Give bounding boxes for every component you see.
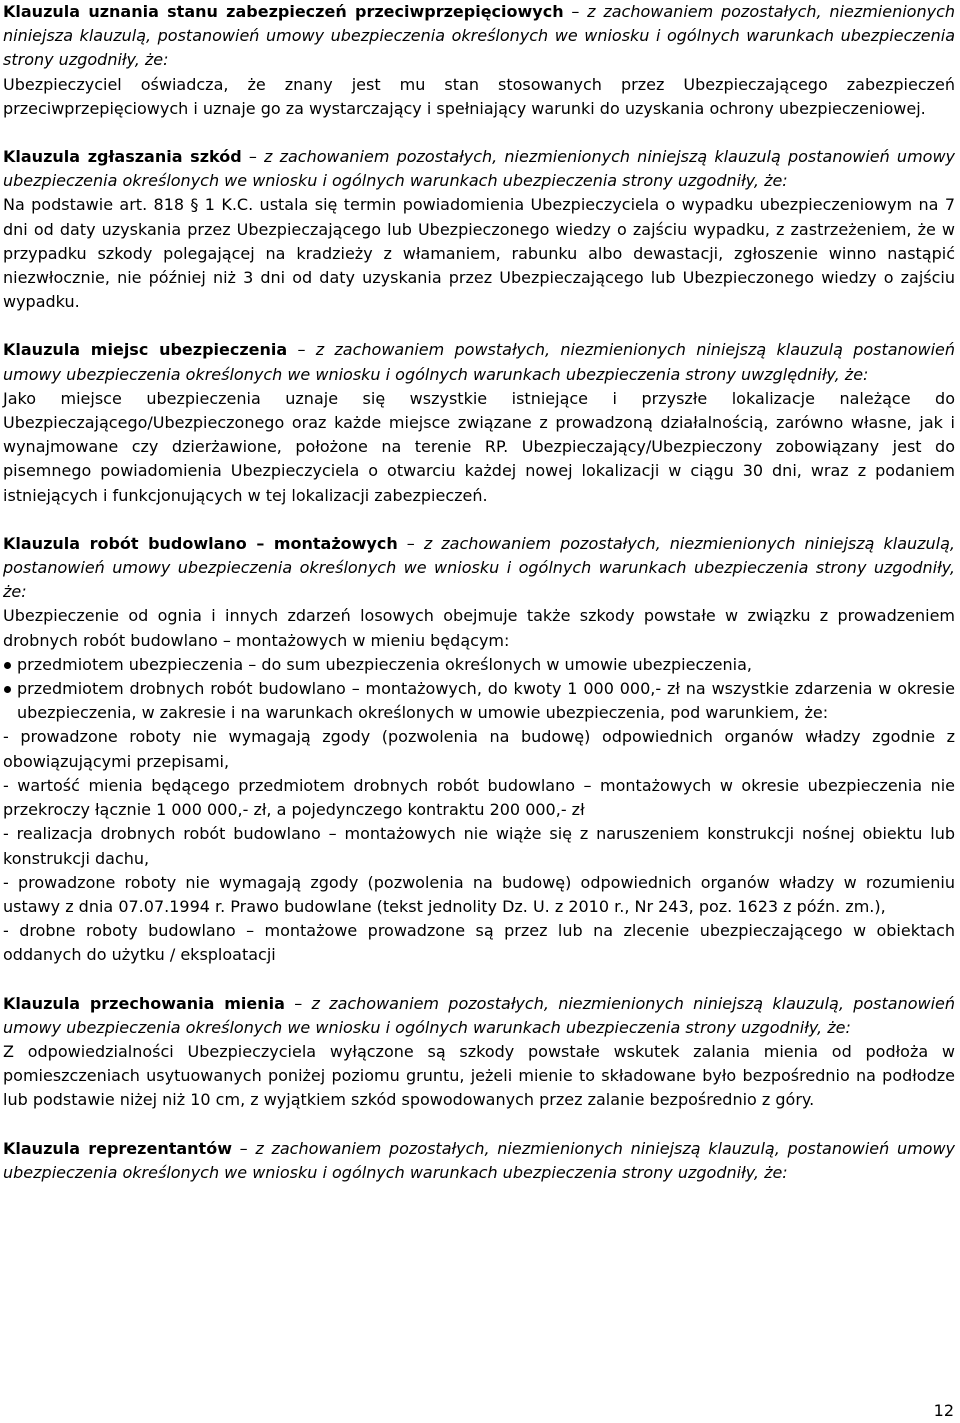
clause-title: Klauzula przechowania mienia xyxy=(3,993,285,1013)
clause-intro: z zachowaniem pozostałych, niezmienionych niniejszą klauzulą, postanowień umowy ubezpieczenia określonych we wniosku i ogólnych warunkach ubezpieczenia strony uzgodniły, że: xyxy=(3,533,956,602)
clause-body: Jako miejsce ubezpieczenia uznaje się wszystkie istniejące i przyszłe lokalizacje należące do Ubezpieczającego/Ubezpieczonego oraz każde miejsce związane z prowadzoną działalnością, zarówno własne, jak i wynajmowane czy dzierżawione, położone na terenie RP. Ubezpieczający/Ubezpieczony zobowiązany jest do pisemnego powiadomienia Ubezpieczyciela o otwarciu każdej nowej lokalizacji w ciągu 30 dni, wraz z podaniem istniejących i funkcjonujących w tej lokalizacji zabezpieczeń. xyxy=(3,388,955,505)
clause-dash: – xyxy=(241,147,265,167)
clause-dash: – xyxy=(284,993,312,1013)
condition-item: - drobne roboty budowlano – montażowe prowadzone są przez lub na zlecenie ubezpieczającego w obiektach oddanych do użytku / eksploatacji xyxy=(3,921,955,965)
clause-body: Ubezpieczyciel oświadcza, że znany jest mu stan stosowanych przez Ubezpieczającego zabezpieczeń przeciwprzepięciowych i uznaje go za wystarczający i spełniający warunki do uzyskania ochrony ubezpieczeniowej. xyxy=(3,74,955,118)
clause-damage-reporting xyxy=(3,145,955,314)
clause-dash: – xyxy=(563,2,588,21)
clause-heading xyxy=(3,532,955,605)
clause-title: Klauzula reprezentantów xyxy=(3,1138,232,1158)
clause-construction-works xyxy=(3,532,955,968)
clause-title: Klauzula uznania stanu zabezpieczeń przeciwprzepięciowych xyxy=(3,2,564,21)
condition-item: - realizacja drobnych robót budowlano – montażowych nie wiąże się z naruszeniem konstrukcji nośnej obiektu lub konstrukcji dachu, xyxy=(3,824,955,868)
page-number: 12 xyxy=(933,1401,954,1420)
clause-insurance-locations xyxy=(3,338,955,507)
clause-dash: – xyxy=(287,340,316,360)
clause-body: Ubezpieczenie od ognia i innych zdarzeń losowych obejmuje także szkody powstałe w związku z prowadzeniem drobnych robót budowlano – montażowych w mieniu będącym: xyxy=(3,606,955,650)
clause-surge-protection xyxy=(3,0,955,121)
clause-property-storage xyxy=(3,992,955,1113)
clause-intro: z zachowaniem pozostałych, niezmienionych niniejszą klauzulą postanowień umowy ubezpieczenia określonych we wniosku i ogólnych warunkach ubezpieczenia strony uzgodniły, że: xyxy=(3,147,956,191)
condition-item: - wartość mienia będącego przedmiotem drobnych robót budowlano – montażowych w okresie ubezpieczenia nie przekroczy łącznie 1 000 000,- zł, a pojedynczego kontraktu 200 000,- zł xyxy=(3,775,955,820)
clause-heading xyxy=(3,992,955,1040)
clause-dash: – xyxy=(397,533,424,553)
clause-title: Klauzula zgłaszania szkód xyxy=(3,147,242,167)
clause-representatives xyxy=(3,1137,955,1185)
clause-heading xyxy=(3,145,955,193)
list-item: przedmiotem ubezpieczenia – do sum ubezpieczenia określonych w umowie ubezpieczenia, xyxy=(3,653,955,677)
clause-intro: z zachowaniem pozostałych, niezmienionych niniejsza klauzulą, postanowień umowy ubezpieczenia określonych we wniosku i ogólnych warunkach ubezpieczenia strony uzgodniły, że: xyxy=(3,2,956,70)
document-page xyxy=(3,0,955,1209)
clause-title: Klauzula miejsc ubezpieczenia xyxy=(3,340,288,360)
clause-heading xyxy=(3,0,955,73)
clause-heading xyxy=(3,338,955,386)
clause-intro: z zachowaniem pozostałych, niezmienionych niniejszą klauzulą, postanowień umowy ubezpieczenia określonych we wniosku i ogólnych warunkach ubezpieczenia strony uzgodniły, że: xyxy=(3,1138,956,1182)
condition-item: - prowadzone roboty nie wymagają zgody (pozwolenia na budowę) odpowiednich organów władzy zgodnie z obowiązującymi przepisami, xyxy=(3,727,955,771)
clause-heading xyxy=(3,1137,955,1185)
list-item: przedmiotem drobnych robót budowlano – montażowych, do kwoty 1 000 000,- zł na wszystkie zdarzenia w okresie ubezpieczenia, w zakresie i na warunkach określonych w umowie ubezpieczenia, pod warunkiem, że: xyxy=(3,677,955,725)
clause-body: Z odpowiedzialności Ubezpieczyciela wyłączone są szkody powstałe wskutek zalania mienia od podłoża w pomieszczeniach usytuowanych poniżej poziomu gruntu, jeżeli mienie to składowane było bezpośrednio na podłodze lub podstawie niżej niż 10 cm, z wyjątkiem szkód spowodowanych przez zalanie bezpośrednio z góry. xyxy=(3,1041,955,1110)
clause-intro: z zachowaniem pozostałych, niezmienionych niniejszą klauzulą, postanowień umowy ubezpieczenia określonych we wniosku i ogólnych warunkach ubezpieczenia strony uzgodniły, że: xyxy=(3,993,956,1037)
clause-dash: – xyxy=(231,1138,256,1158)
clause-intro: z zachowaniem powstałych, niezmienionych niniejszą klauzulą postanowień umowy ubezpieczenia określonych we wniosku i ogólnych warunkach ubezpieczenia strony uwzględniły, że: xyxy=(3,340,956,384)
clause-body: Na podstawie art. 818 § 1 K.C. ustala się termin powiadomienia Ubezpieczyciela o wypadku ubezpieczeniowym na 7 dni od daty uzyskania przez Ubezpieczającego lub Ubezpieczonego wiedzy o zajściu wypadku, z zastrzeżeniem, że w przypadku szkody polegającej na kradzieży z włamaniem, rabunku albo dewastacji, zgłoszenie winno nastąpić niezwłocznie, nie później niż 3 dni od daty uzyskania przez Ubezpieczającego lub Ubezpieczonego wiedzy o zajściu wypadku. xyxy=(3,195,955,312)
condition-item: - prowadzone roboty nie wymagają zgody (pozwolenia na budowę) odpowiednich organów władzy w rozumieniu ustawy z dnia 07.07.1994 r. Prawo budowlane (tekst jednolity Dz. U. z 2010 r., Nr 243, poz. 1623 z późn. zm.), xyxy=(3,872,955,916)
bullet-list xyxy=(3,653,955,726)
clause-title: Klauzula robót budowlano – montażowych xyxy=(3,533,398,553)
